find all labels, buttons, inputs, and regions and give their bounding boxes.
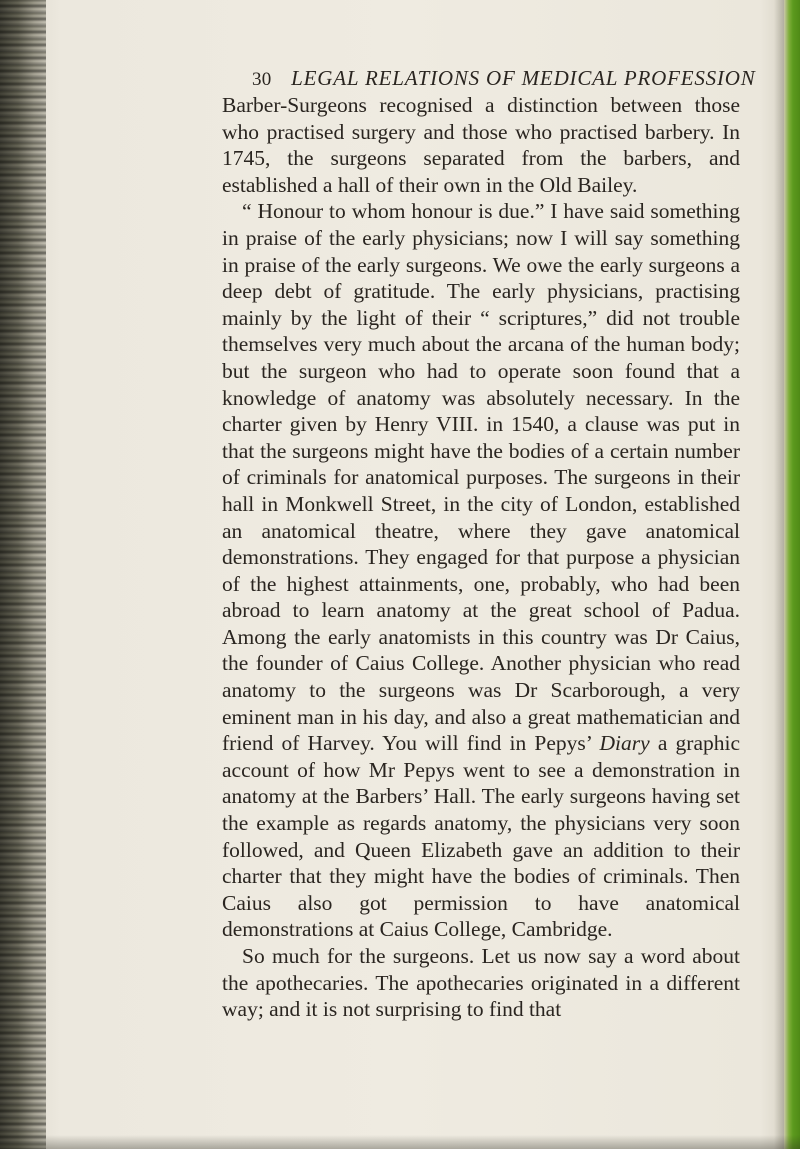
paragraph-text: “ Honour to whom honour is due.” I have said something in praise of the early physicians; now I will say something in praise of the early surgeons. We owe the early surgeons a deep debt of gratitude. The early physicians, practising mainly by the light of their “ scriptures,” did not trouble themselves very much about the arcana of the human body; but the surgeon who had to operate soon found that a knowledge of anatomy was absolutely necessary. In the charter given by Henry VIII. in 1540, a clause was put in that the surgeons might have the bodies of a certain number of criminals for anatomical purposes. The surgeons in their hall in Monkwell Street, in the city of London, established an anatomical theatre, where they gave anatomical demonstrations. They engaged for that purpose a physician of the highest attainments, one, probably, who had been abroad to learn anatomy at the great school of Padua. Among the early anatomists in this country was Dr Caius, the founder of Caius College. Another physician who read anatomy to the surgeons was Dr Scarborough, a very eminent man in his day, and also a great mathematician and friend of Harvey. You will find in Pepys’ bbox=[222, 199, 740, 756]
paragraph bbox=[222, 92, 740, 198]
page-bottom-shadow bbox=[0, 1135, 800, 1149]
running-head: LEGAL RELATIONS OF MEDICAL PROFESSION bbox=[291, 66, 756, 90]
page-edge-shadow bbox=[774, 0, 784, 1149]
book-binding-left-edge bbox=[0, 0, 46, 1149]
body-text bbox=[222, 92, 740, 1023]
book-cover-right-edge bbox=[784, 0, 800, 1149]
paragraph-text: Barber-Surgeons recognised a distinction between those who practised surgery and those who practised barbery. In 1745, the surgeons separated from the barbers, and established a hall of their own in the Old Bailey. bbox=[222, 93, 740, 197]
paragraph-text: So much for the surgeons. Let us now say a word about the apothecaries. The apothecaries originated in a different way; and it is not surprising to find that bbox=[222, 944, 740, 1022]
page-number: 30 bbox=[252, 69, 272, 90]
paragraph bbox=[222, 198, 740, 943]
paragraph-text: a graphic account of how Mr Pepys went to see a demonstration in anatomy at the Barbers’ Hall. The early surgeons having set the example as regards anatomy, the physicians very soon followed, and Queen Elizabeth gave an addition to their charter that they might have the bodies of criminals. Then Caius also got permission to have anatomical demonstrations at Caius College, Cambridge. bbox=[222, 731, 741, 942]
page-header bbox=[252, 64, 772, 94]
italic-title: Diary bbox=[599, 731, 650, 756]
paragraph bbox=[222, 943, 740, 1023]
